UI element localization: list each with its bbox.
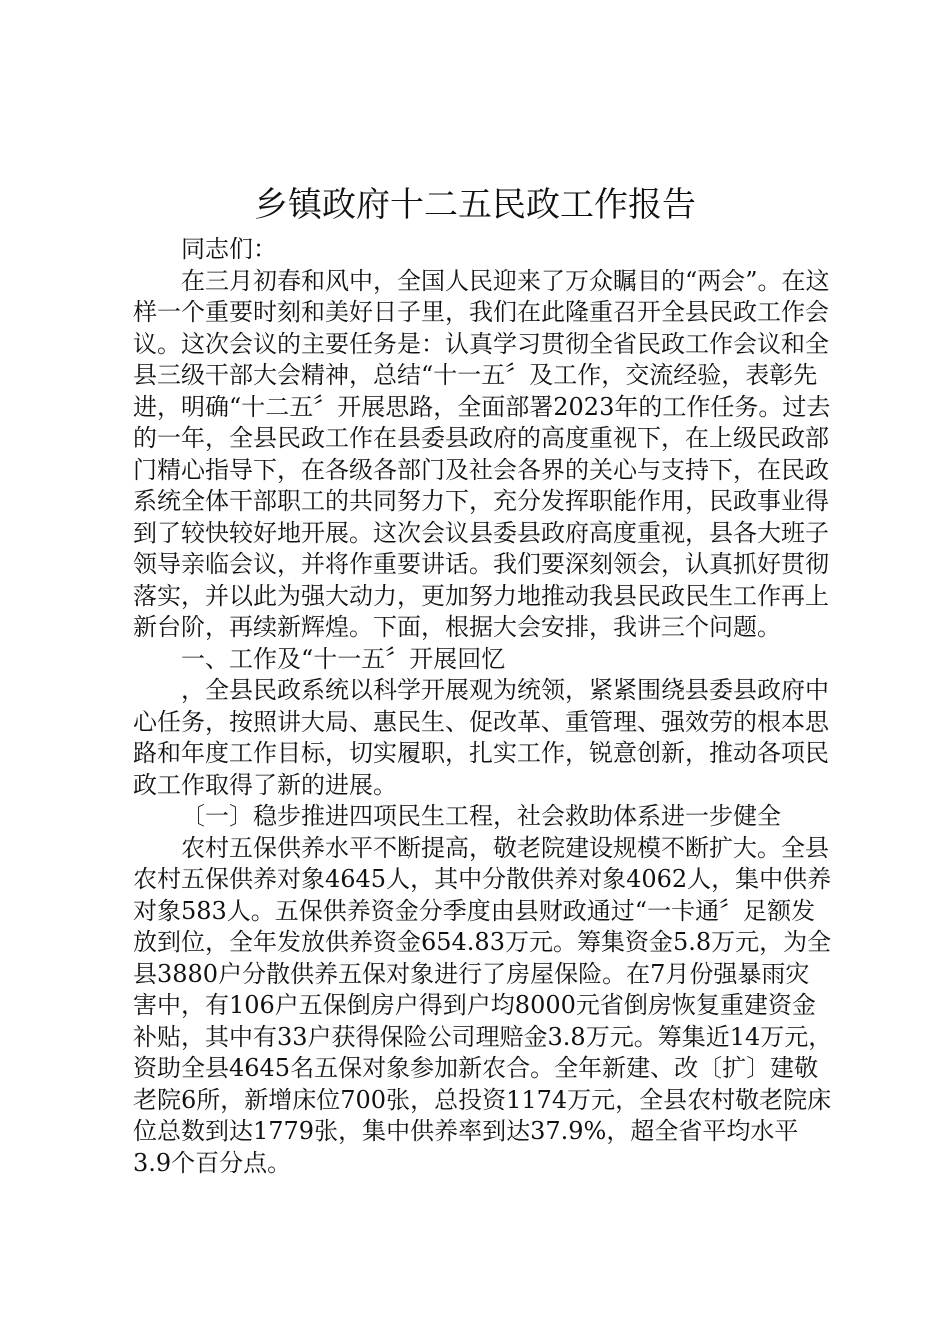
subsection-heading-1: 〔一〕稳步推进四项民生工程，社会救助体系进一步健全 [181,802,781,830]
section-heading-1: 一、工作及“十一五〞开展回忆 [181,644,506,673]
salutation-paragraph: 同志们： [181,235,277,263]
intro-paragraph: 在三月初春和风中，全国人民迎来了万众瞩目的“两会”。在这样一个重要时刻和美好日子里，我们在此隆重召开全县民政工作会议。这次会议的主要任务是：认真学习贯彻全省民政工作会议和全县三级干部大会精神，总结“十一五〞及工作，交流经验，表彰先进，明确“十二五〞开展思路，全面部署2023年的工作任务。过去的一年，全县民政工作在县委县政府的高度重视下，在上级民政部门精心指导下，在各级各部门及社会各界的关心与支持下，在民政系统全体干部职工的共同努力下，充分发挥职能作用，民政事业得到了较快较好地开展。这次会议县委县政府高度重视，县各大班子领导亲临会议，并将作重要讲话。我们要深刻领会，认真抓好贯彻落实，并以此为强大动力，更加努力地推动我县民政民生工作再上新台阶，再续新辉煌。下面，根据大会安排，我讲三个问题。 [133,266,831,641]
subsection-1-paragraph: 农村五保供养水平不断提高，敬老院建设规模不断扩大。全县农村五保供养对象4645人，其中分散供养对象4062人，集中供养对象583人。五保供养资金分季度由县财政通过“一卡通〞足额发放到位，全年发放供养资金654.83万元。筹集资金5.8万元，为全县3880户分散供养五保对象进行了房屋保险。在7月份强暴雨灾害中，有106户五保倒房户得到户均8000元省倒房恢复重建资金补贴，其中有33户获得保险公司理赔金3.8万元。筹集近14万元，资助全县4645名五保对象参加新农合。全年新建、改〔扩〕建敬老院6所，新增床位700张，总投资1174万元，全县农村敬老院床位总数到达1779张，集中供养率到达37.9%，超全省平均水平3.9个百分点。 [133,833,833,1177]
section-1-paragraph: ，全县民政系统以科学开展观为统领，紧紧围绕县委县政府中心任务，按照讲大局、惠民生、促改革、重管理、强效劳的根本思路和年度工作目标，切实履职，扎实工作，锐意创新，推动各项民政工作取得了新的进展。 [133,676,829,799]
document-body [133,234,833,1179]
document-title: 乡镇政府十二五民政工作报告 [254,185,696,225]
